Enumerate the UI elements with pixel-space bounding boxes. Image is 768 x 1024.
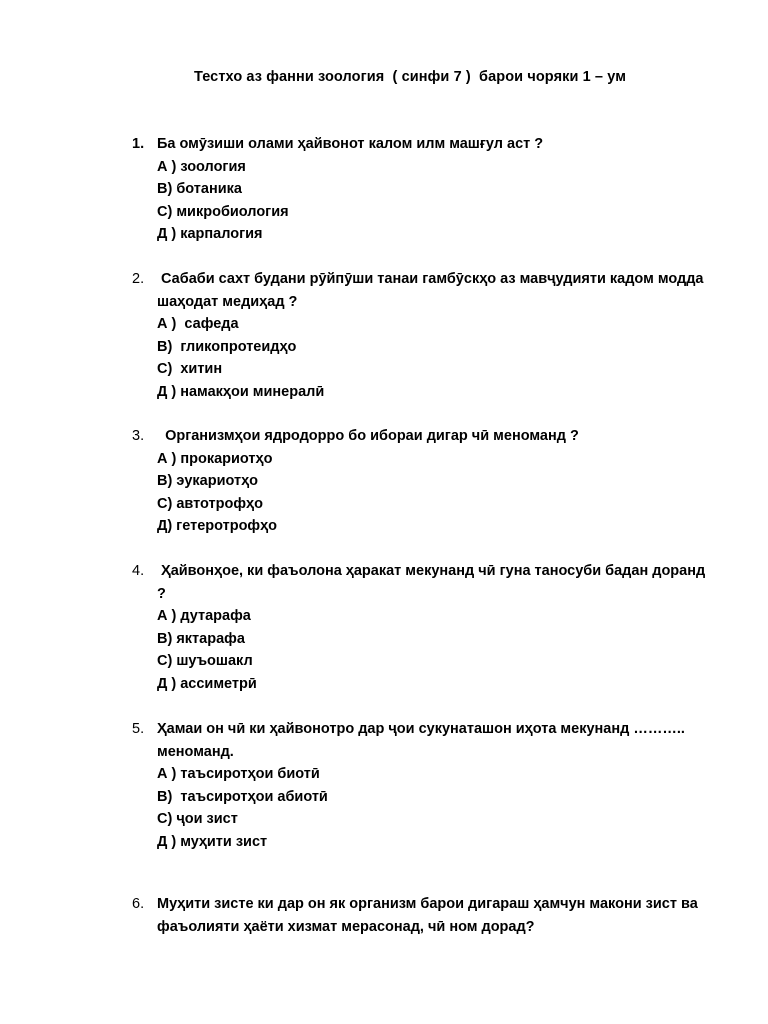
option-b: В) ботаника <box>157 181 242 197</box>
question-text: Ба омӯзиши олами ҳайвонот калом илм машғул аст ? <box>157 136 544 152</box>
question-number: 3. <box>132 428 145 444</box>
option-d: Д ) муҳити зист <box>157 833 268 850</box>
option-d: Д ) ассиметрӣ <box>157 675 257 692</box>
question-number: 6. <box>132 896 145 912</box>
option-d: Д ) карпалогия <box>157 226 263 242</box>
question-5 <box>132 718 712 853</box>
question-6 <box>132 893 712 938</box>
question-number: 2. <box>132 271 145 287</box>
question-1 <box>132 133 712 246</box>
option-d: Д ) намакҳои минералӣ <box>157 383 325 400</box>
question-number: 4. <box>132 563 145 579</box>
option-c: С) автотрофҳо <box>157 495 263 512</box>
option-d: Д) гетеротрофҳо <box>157 518 278 534</box>
option-a: А ) сафеда <box>157 316 239 332</box>
question-text: Ҳайвонҳое, ки фаъолона ҳаракат мекунанд чӣ гуна таносуби бадан доранд ? <box>157 563 710 602</box>
option-c: С) шуъошакл <box>157 653 253 669</box>
answer-options <box>157 156 712 246</box>
option-c: С) микробиология <box>157 203 289 220</box>
answer-options <box>157 763 712 853</box>
question-4 <box>132 560 712 695</box>
option-c: С) ҷои зист <box>157 811 238 827</box>
option-a: А ) дутарафа <box>157 608 251 624</box>
page-title: Тестхо аз фанни зоология ( синфи 7 ) барои чоряки 1 – ум <box>193 69 627 85</box>
question-number: 1. <box>132 136 145 152</box>
question-3 <box>132 425 712 538</box>
answer-options <box>157 448 712 538</box>
option-b: В) гликопротеидҳо <box>157 338 297 355</box>
answer-options <box>157 313 712 403</box>
option-b: В) яктарафа <box>157 630 245 647</box>
option-a: А ) прокариотҳо <box>157 450 273 467</box>
question-text: Сабаби сахт будани рӯйпӯши танаи гамбӯскҳо аз мавҷудияти кадом модда шаҳодат медиҳад ? <box>157 271 708 310</box>
option-b: В) эукариотҳо <box>157 473 259 489</box>
answer-options <box>157 605 712 695</box>
option-b: В) таъсиротҳои абиотӣ <box>157 788 328 805</box>
option-c: С) хитин <box>157 361 223 377</box>
question-text: Муҳити зисте ки дар он як организм барои дигараш ҳамчун макони зист ва фаъолияти ҳаёти хизмат мерасонад, чӣ ном дорад? <box>157 896 702 935</box>
question-text: Ҳамаи он чӣ ки ҳайвонотро дар ҷои сукунаташон иҳота мекунанд ……….. меноманд. <box>157 721 689 760</box>
question-2 <box>132 268 712 403</box>
question-text: Организмҳои ядродорро бо ибораи дигар чӣ меноманд ? <box>157 428 579 444</box>
option-a: А ) таъсиротҳои биотӣ <box>157 766 320 782</box>
question-number: 5. <box>132 721 145 737</box>
option-a: А ) зоология <box>157 158 246 175</box>
